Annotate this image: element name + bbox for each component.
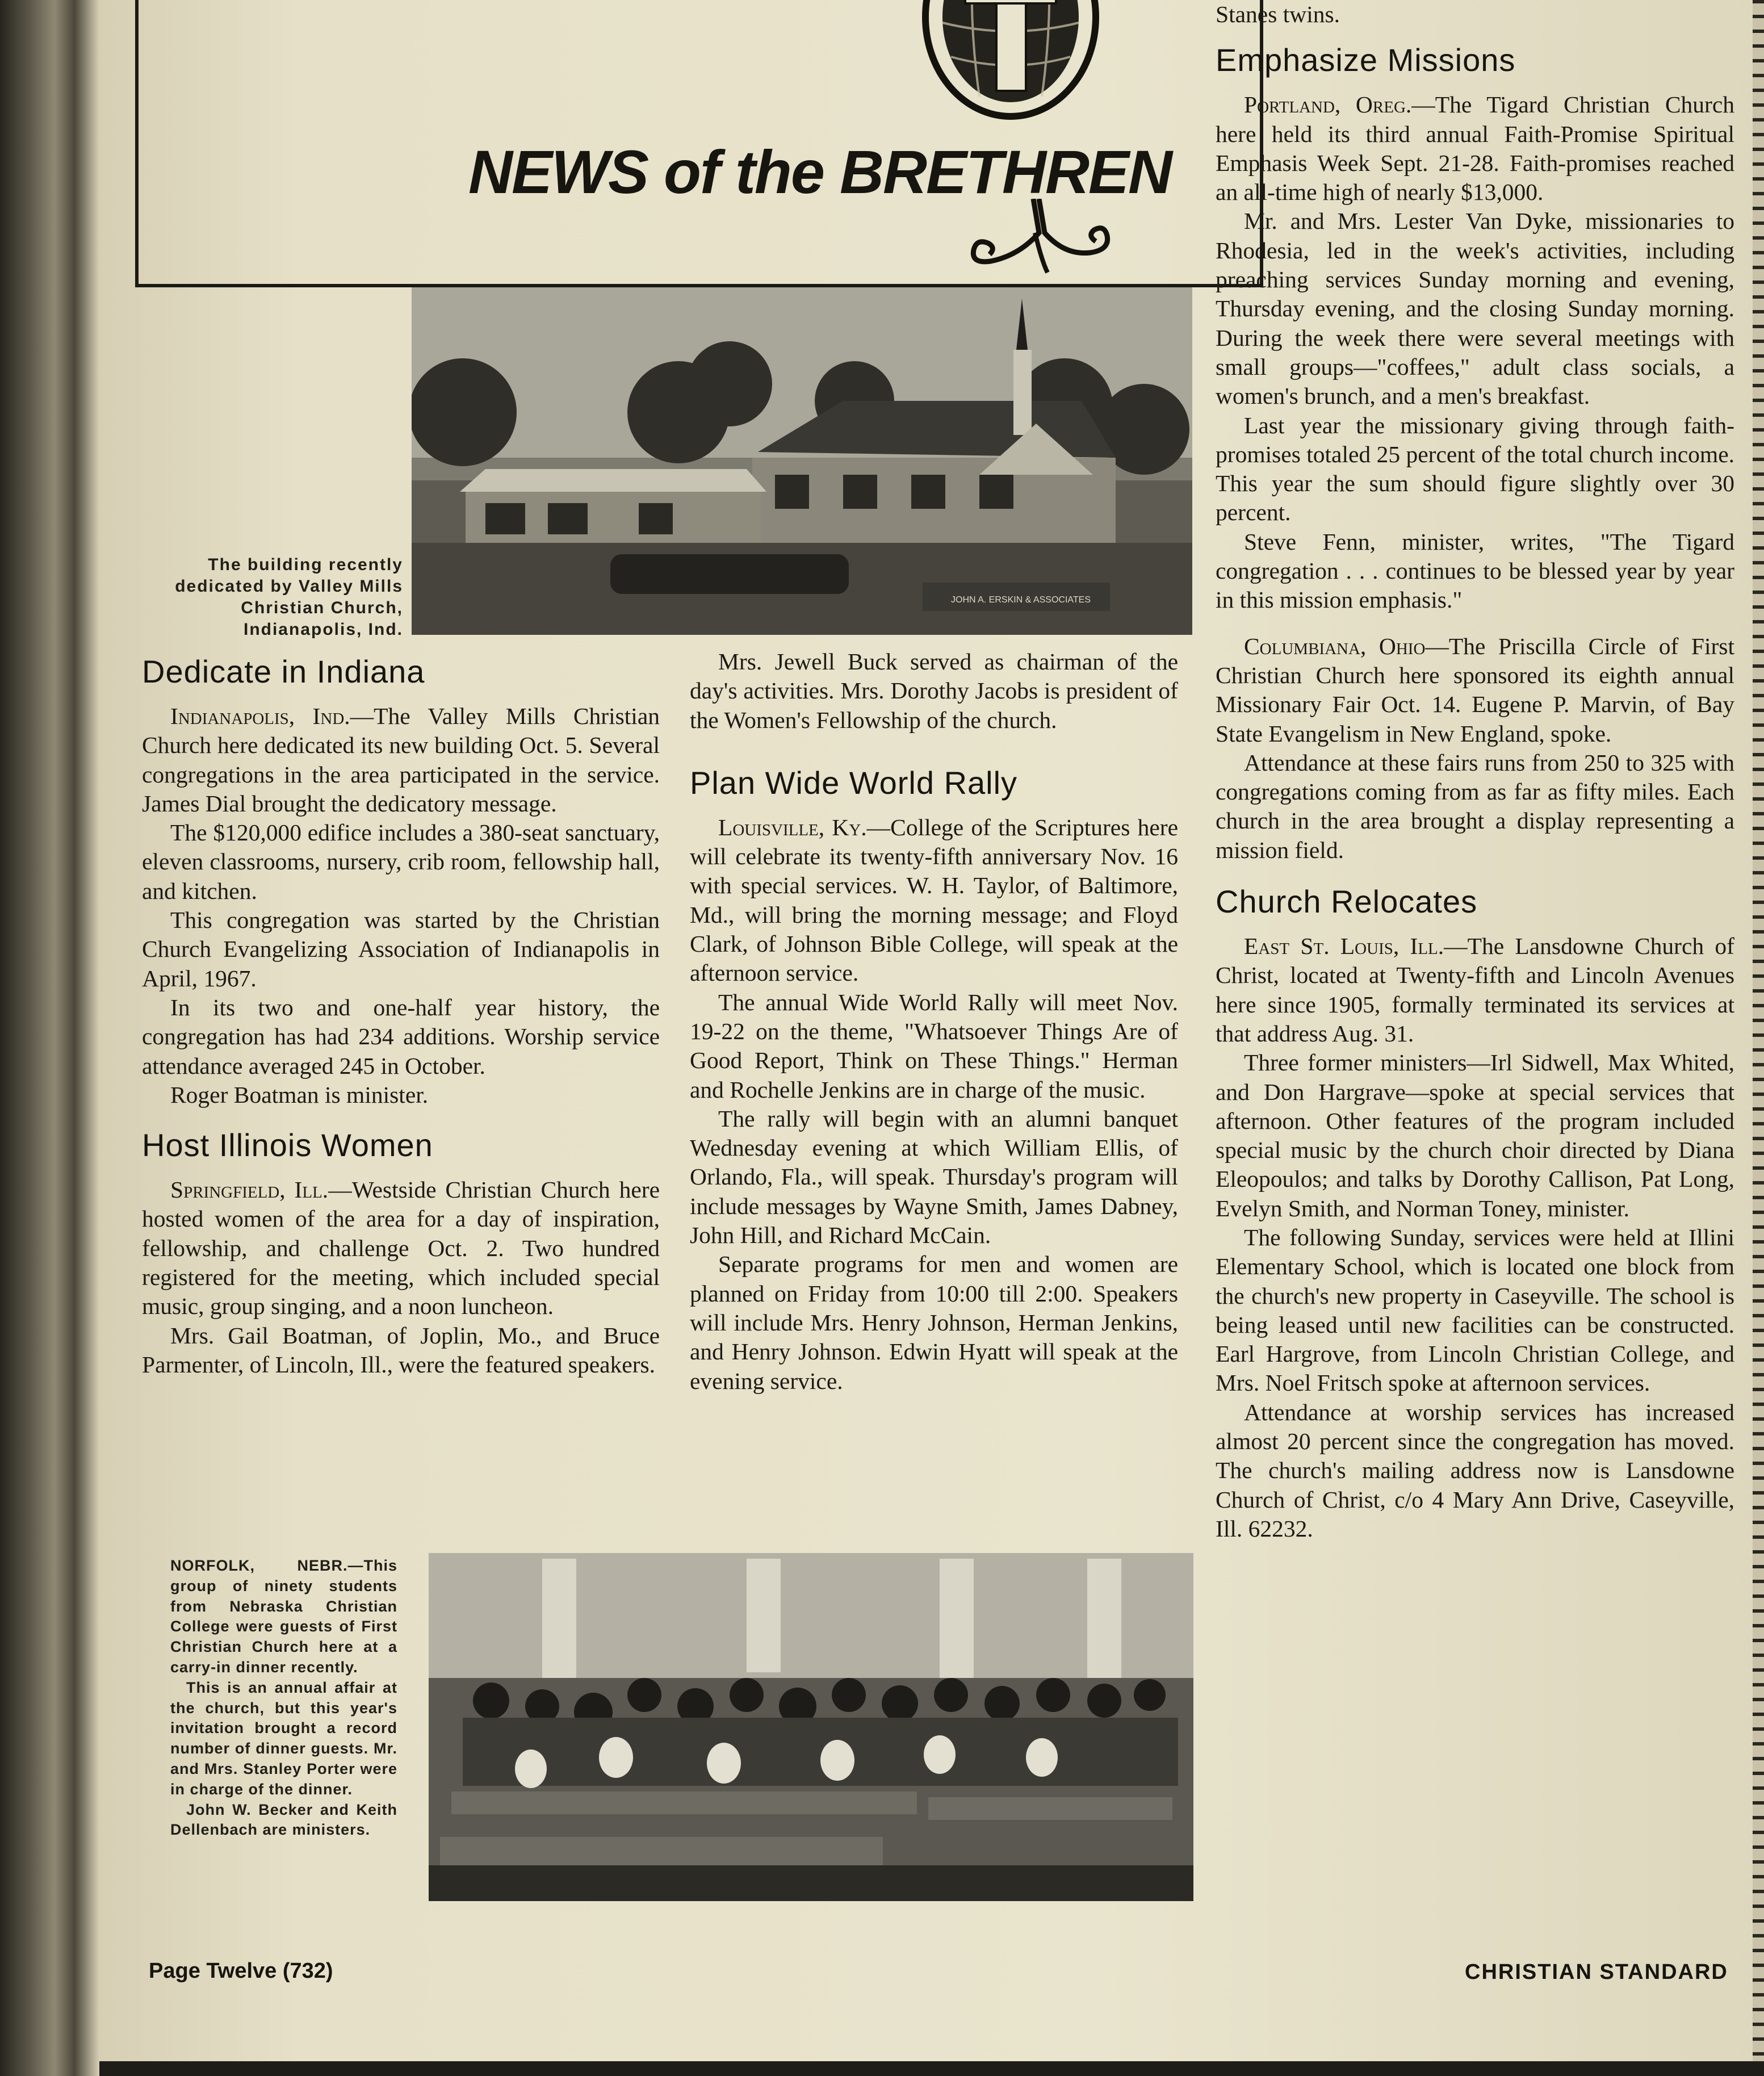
- rally-dateline: Louisville, Ky.: [718, 814, 867, 840]
- photo-credit: JOHN A. ERSKIN & ASSOCIATES: [951, 595, 1091, 605]
- missions-dateline2: Columbiana, Ohio: [1244, 633, 1426, 659]
- scroll-ornament-icon: [968, 199, 1116, 278]
- missions-lead-in: Stanes twins.: [1216, 1, 1340, 27]
- globe-cross-icon: [917, 0, 1104, 125]
- photo2-caption-p1: NORFOLK, NEBR.—This group of ninety students from Nebraska Christian College were guests of First Christian Church here at a carry-in dinner recently.: [170, 1557, 397, 1676]
- missions-p3: Last year the missionary giving through faith-promises totaled 25 percent of the total church income. This year the sum should figure slightly over 30 percent.: [1216, 412, 1734, 526]
- rally-p1: Louisville, Ky.—College of the Scriptures here will celebrate its twenty-fifth anniversary Nov. 16 with special services. W. H. Taylor, of Baltimore, Md., will bring the morning message; and Floyd Clark, of Johnson Bible College, will speak at the afternoon service.: [690, 814, 1178, 986]
- heading-emphasize-missions: Emphasize Missions: [1216, 42, 1516, 78]
- column-right: [1216, 0, 1734, 1543]
- illinois-p2: Mrs. Gail Boatman, of Joplin, Mo., and Bruce Parmenter, of Lincoln, Ill., were the featured speakers.: [142, 1322, 660, 1378]
- missions-p5: Columbiana, Ohio—The Priscilla Circle of First Christian Church here sponsored its eighth annual Missionary Fair Oct. 14. Eugene P. Marvin, of Bay State Evangelism in New England, spoke.: [1216, 633, 1734, 747]
- church-building-photo: [412, 287, 1192, 635]
- photo2-caption-p2: This is an annual affair at the church, but this year's invitation brought a record number of dinner guests. Mr. and Mrs. Stanley Porter were in charge of the dinner.: [170, 1679, 397, 1798]
- rally-p3: The rally will begin with an alumni banquet Wednesday evening at which William Ellis, of Orlando, Fla., will speak. Thursday's program will include messages by Wayne Smith, James Dabney, John Hill, and Richard McCain.: [690, 1105, 1178, 1249]
- publication-name: CHRISTIAN STANDARD: [1465, 1960, 1728, 1984]
- masthead-title: NEWS of the BRETHREN: [468, 137, 1171, 206]
- photo2-caption-p3: John W. Becker and Keith Dellenbach are ministers.: [170, 1801, 397, 1839]
- missions-p4: Steve Fenn, minister, writes, "The Tigard congregation . . . continues to be blessed year by year in this mission emphasis.": [1216, 528, 1734, 613]
- indiana-p3: This congregation was started by the Christian Church Evangelizing Association of Indianapolis in April, 1967.: [142, 907, 660, 991]
- photo1-caption: The building recently dedicated by Valley Mills Christian Church, Indianapolis, Ind.: [175, 555, 403, 639]
- missions-p2: Mr. and Mrs. Lester Van Dyke, missionaries to Rhodesia, led in the week's activities, including preaching services Sunday morning and evening, Thursday evening, and the closing Sunday morning. During the week there were several meetings with small groups—"coffees," adult class socials, a women's brunch, and a men's breakfast.: [1216, 208, 1734, 409]
- column-middle: [690, 647, 1178, 1396]
- magazine-page: [99, 0, 1764, 2061]
- indiana-dateline: Indianapolis, Ind.: [170, 703, 350, 729]
- illinois-p3: Mrs. Jewell Buck served as chairman of the day's activities. Mrs. Dorothy Jacobs is president of the Women's Fellowship of the church.: [690, 648, 1178, 733]
- rally-p2: The annual Wide World Rally will meet Nov. 19-22 on the theme, "Whatsoever Things Are of Good Report, Think on These Things." Herman and Rochelle Jenkins are in charge of the music.: [690, 989, 1178, 1103]
- rally-p4: Separate programs for men and women are planned on Friday from 10:00 till 2:00. Speakers will include Mrs. Henry Johnson, Herman Jenkins, and Henry Johnson. Edwin Hyatt will speak at the evening service.: [690, 1251, 1178, 1394]
- heading-host-illinois-women: Host Illinois Women: [142, 1127, 433, 1163]
- illinois-dateline: Springfield, Ill.: [170, 1177, 329, 1203]
- adjacent-page-edge: [1753, 0, 1764, 2061]
- students-group-photo: [429, 1553, 1193, 1901]
- indiana-p1: Indianapolis, Ind.—The Valley Mills Christian Church here dedicated its new building Oct. 5. Several congregations in the area participated in the service. James Dial brought the dedicatory message.: [142, 703, 660, 817]
- relocates-p1: East St. Louis, Ill.—The Lansdowne Church of Christ, located at Twenty-fifth and Lincoln Avenues here since 1905, formally terminated its services at that address Aug. 31.: [1216, 933, 1734, 1047]
- indiana-p2: The $120,000 edifice includes a 380-seat sanctuary, eleven classrooms, nursery, crib room, fellowship hall, and kitchen.: [142, 819, 660, 904]
- heading-plan-wide-world-rally: Plan Wide World Rally: [690, 764, 1018, 801]
- missions-p1: Portland, Oreg.—The Tigard Christian Church here held its third annual Faith-Promise Spiritual Emphasis Week Sept. 21-28. Faith-promises reached an all-time high of nearly $13,000.: [1216, 91, 1734, 206]
- missions-dateline: Portland, Oreg.: [1244, 91, 1412, 118]
- relocates-p4: Attendance at worship services has increased almost 20 percent since the congregation has moved. The church's mailing address now is Lansdowne Church of Christ, c/o 4 Mary Ann Drive, Caseyville, Ill. 62232.: [1216, 1399, 1734, 1542]
- missions-p6: Attendance at these fairs runs from 250 to 325 with congregations coming from as far as fifty miles. Each church in the area brought a display representing a mission field.: [1216, 749, 1734, 863]
- photo2-caption: [170, 1556, 397, 1840]
- indiana-p5: Roger Boatman is minister.: [170, 1081, 429, 1108]
- illinois-p1: Springfield, Ill.—Westside Christian Church here hosted women of the area for a day of inspiration, fellowship, and challenge Oct. 2. Two hundred registered for the meeting, which included special music, group singing, and a noon luncheon.: [142, 1177, 660, 1320]
- relocates-dateline: East St. Louis, Ill.: [1244, 933, 1444, 960]
- page-number: Page Twelve (732): [149, 1959, 333, 1983]
- relocates-p3: The following Sunday, services were held at Illini Elementary School, which is located one block from the church's new property in Caseyville. The school is being leased until new facilities can be constructed. Earl Hargrove, from Lincoln Christian College, and Mrs. Noel Fritsch spoke at afternoon services.: [1216, 1224, 1734, 1396]
- relocates-p2: Three former ministers—Irl Sidwell, Max Whited, and Don Hargrave—spoke at special services that afternoon. Other features of the program included special music by the church choir directed by Diana Eleopoulos; and talks by Dorothy Callison, Pat Long, Evelyn Smith, and Norman Toney, minister.: [1216, 1049, 1734, 1221]
- column-left: [142, 652, 660, 1379]
- indiana-p4: In its two and one-half year history, the congregation has had 234 additions. Worship service attendance averaged 245 in October.: [142, 994, 660, 1079]
- book-binding-edge: [0, 0, 99, 2076]
- heading-church-relocates: Church Relocates: [1216, 884, 1478, 920]
- heading-dedicate-indiana: Dedicate in Indiana: [142, 654, 425, 689]
